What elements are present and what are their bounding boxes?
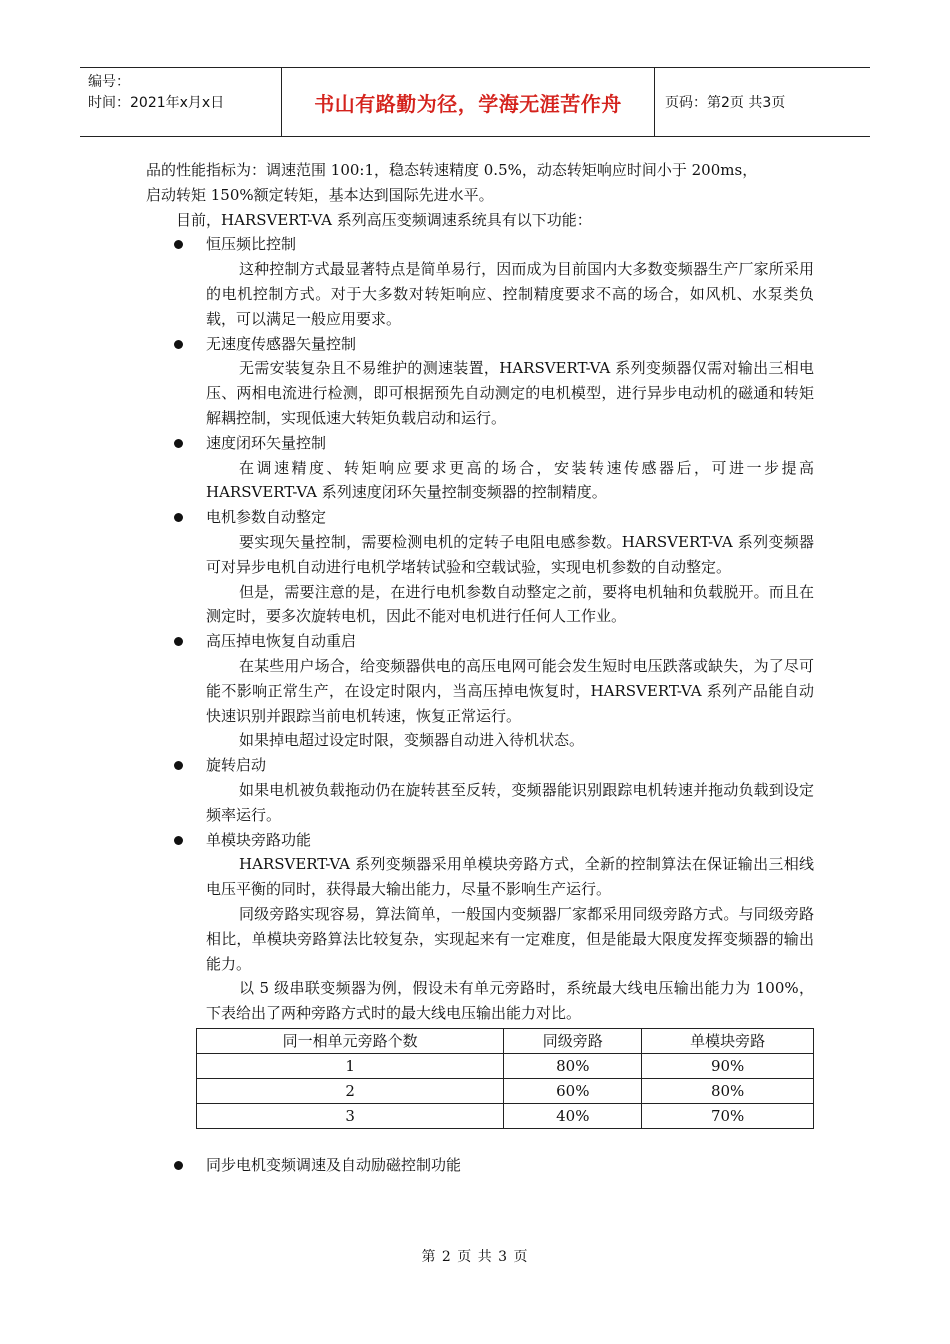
table-row (197, 1103, 814, 1128)
bullet-title: 电机参数自动整定 (206, 508, 327, 527)
section-paragraph: 无需安装复杂且不易维护的测速装置，HARSVERT-VA 系列变频器仅需对输出三相电压、两相电流进行检测，即可根据预先自动测定的电机模型，进行异步电动机的磁通和转矩解耦控制，实现低速大转矩负载启动和运行。 (206, 359, 814, 427)
bullet-dot-icon (174, 439, 183, 448)
table-header-row (197, 1028, 814, 1053)
section-paragraph: 同级旁路实现容易，算法简单，一般国内变频器厂家都采用同级旁路方式。与同级旁路相比，单模块旁路算法比较复杂，实现起来有一定难度，但是能最大限度发挥变频器的输出能力。 (206, 904, 814, 973)
paragraph-line: 启动转矩 150%额定转矩，基本达到国际先进水平。 (146, 185, 494, 204)
bullet-title: 无速度传感器矢量控制 (206, 334, 357, 353)
bullet-dot-icon (174, 836, 183, 845)
table-row (197, 1078, 814, 1103)
bullet-dot-icon (174, 1161, 183, 1170)
bullet-item (146, 753, 814, 778)
table-header-cell: 单模块旁路 (642, 1028, 814, 1053)
section-paragraph: 以 5 级串联变频器为例，假设未有单元旁路时，系统最大线电压输出能力为 100%，下表给出了两种旁路方式时的最大线电压输出能力对比。 (206, 979, 814, 1023)
section-paragraph: 要实现矢量控制，需要检测电机的定转子电阻电感参数。HARSVERT-VA 系列变频器可对异步电机自动进行电机学堵转试验和空载试验，实现电机参数的自动整定。 (206, 532, 814, 576)
table-cell: 1 (197, 1053, 504, 1078)
bullet-item (146, 505, 814, 530)
table-header-cell: 同一相单元旁路个数 (197, 1028, 504, 1053)
table-cell: 70% (642, 1103, 814, 1128)
bullet-dot-icon (174, 513, 183, 522)
section-paragraph: 这种控制方式最显著特点是简单易行，因而成为目前国内大多数变频器生产厂家所采用的电机控制方式。对于大多数对转矩响应、控制精度要求不高的场合，如风机、水泵类负载，可以满足一般应用要求。 (206, 260, 814, 328)
bullet-item (146, 332, 814, 357)
section-paragraph: 如果掉电超过设定时限，变频器自动进入待机状态。 (239, 731, 585, 750)
bullet-title: 旋转启动 (206, 756, 267, 775)
bullet-item (146, 629, 814, 654)
bullet-item (146, 828, 814, 853)
header-meta (80, 68, 282, 136)
bullet-title: 同步电机变频调速及自动励磁控制功能 (206, 1155, 462, 1174)
section-paragraph: HARSVERT-VA 系列变频器采用单模块旁路方式，全新的控制算法在保证输出三相线电压平衡的同时，获得最大输出能力，尽量不影响生产运行。 (206, 855, 814, 899)
intro-paragraph: 目前，HARSVERT-VA 系列高压变频调速系统具有以下功能： (176, 210, 592, 229)
header-motto: 书山有路勤为径，学海无涯苦作舟 (282, 68, 655, 136)
page-header (80, 67, 870, 137)
bullet-title: 速度闭环矢量控制 (206, 433, 327, 452)
bullet-title: 恒压频比控制 (206, 235, 297, 254)
section-paragraph: 如果电机被负载拖动仍在旋转甚至反转，变频器能识别跟踪电机转速并拖动负载到设定频率运行。 (206, 780, 814, 824)
table-cell: 80% (504, 1053, 642, 1078)
table-row (197, 1053, 814, 1078)
table-header-cell: 同级旁路 (504, 1028, 642, 1053)
bullet-title: 单模块旁路功能 (206, 830, 312, 849)
table-cell: 40% (504, 1103, 642, 1128)
header-page-info: 页码：第2页 共3页 (665, 95, 786, 111)
bullet-dot-icon (174, 761, 183, 770)
spacer (146, 1129, 814, 1153)
paragraph-line: 品的性能指标为：调速范围 100:1，稳态转速精度 0.5%，动态转矩响应时间小于 200ms， (146, 161, 758, 179)
header-time: 时间：2021年x月x日 (88, 95, 225, 111)
section-paragraph: 在某些用户场合，给变频器供电的高压电网可能会发生短时电压跌落或缺失，为了尽可能不影响正常生产，在设定时限内，当高压掉电恢复时，HARSVERT-VA 系列产品能自动快速识别并跟踪当前电机转速，恢复正常运行。 (206, 656, 814, 725)
bullet-title: 高压掉电恢复自动重启 (206, 632, 357, 651)
bullet-item (146, 232, 814, 257)
table-cell: 90% (642, 1053, 814, 1078)
page-footer: 第 2 页 共 3 页 (421, 1249, 529, 1265)
bullet-dot-icon (174, 637, 183, 646)
section-paragraph: 但是，需要注意的是，在进行电机参数自动整定之前，要将电机轴和负载脱开。而且在测定时，要多次旋转电机，因此不能对电机进行任何人工作业。 (206, 582, 814, 626)
bullet-item (146, 431, 814, 456)
section-paragraph: 在调速精度、转矩响应要求更高的场合，安装转速传感器后，可进一步提高 HARSVERT-VA 系列速度闭环矢量控制变频器的控制精度。 (206, 458, 814, 502)
table-cell: 80% (642, 1078, 814, 1103)
header-number: 编号： (88, 74, 130, 90)
table-cell: 2 (197, 1078, 504, 1103)
table-cell: 3 (197, 1103, 504, 1128)
table-cell: 60% (504, 1078, 642, 1103)
bypass-comparison-table (196, 1028, 814, 1129)
document-body (146, 158, 814, 1178)
bullet-dot-icon (174, 340, 183, 349)
bullet-item (146, 1153, 814, 1178)
bullet-dot-icon (174, 240, 183, 249)
